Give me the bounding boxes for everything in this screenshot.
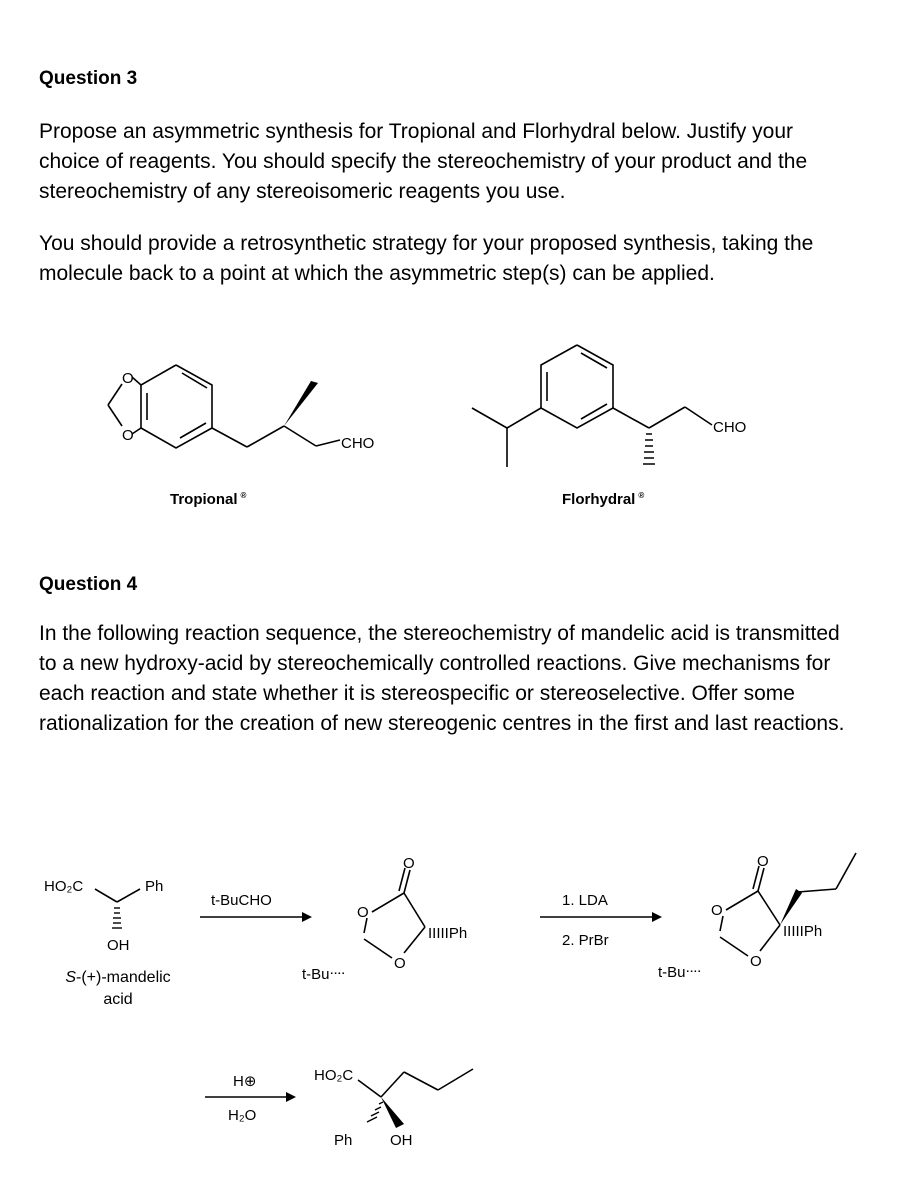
mandelic-acid-name: S-(+)-mandelic acid [65,969,171,1008]
reagent-acid: H⊕ [233,1073,257,1090]
dioxolanone2-tbu: t-Buᐧᐧᐧᐧ [658,964,701,981]
dioxolanone1-ph: IIIIIPh [428,925,468,942]
reagent-water: H₂O [228,1107,257,1124]
dioxolanone2-ring-o-top: O [711,902,723,919]
dioxolanone2-carbonyl-o: O [757,853,769,870]
reagent-lda: 1. LDA [562,892,608,909]
question-3-paragraph-1: Propose an asymmetric synthesis for Tropional and Florhydral below. Justify your choice of reagents. You should specify the stereochemistry of your product and the stereochemistry of any stereoisomeric reagents you use. [39,120,808,203]
mandelic-ho2c: HO₂C [44,878,84,895]
dioxolanone1-ring-o-bottom: O [394,955,406,972]
tropional-cho: CHO [341,435,375,452]
arrowhead [286,1092,296,1102]
tropional-caption: Tropional ® [170,491,247,508]
florhydral-cho: CHO [713,419,747,436]
dioxolanone1-ring-o-top: O [357,904,369,921]
arrowhead [302,912,312,922]
wedge-bond [780,889,802,925]
product-oh: OH [390,1132,413,1149]
question-3-paragraph-2: You should provide a retrosynthetic strategy for your proposed synthesis, taking the molecule back to a point at which the asymmetric step(s) can be applied. [39,232,814,285]
reagent-t-bucho: t-BuCHO [211,892,272,909]
dioxolanone2-ring-o-bottom: O [750,953,762,970]
dioxolanone1-carbonyl-o: O [403,855,415,872]
mandelic-ph: Ph [145,878,164,895]
wedge-bond [284,381,318,426]
tropional-o-bottom: O [122,427,134,444]
product-ho2c: HO₂C [314,1067,354,1084]
product-ph: Ph [334,1132,353,1149]
question-3-heading: Question 3 [39,68,138,89]
question-4-heading: Question 4 [39,574,138,595]
dioxolanone1-tbu: t-Buᐧᐧᐧᐧ [302,966,345,983]
tropional-structure [108,365,340,448]
tropional-o-top: O [122,370,134,387]
reagent-prbr: 2. PrBr [562,932,609,949]
florhydral-structure [472,345,712,467]
dioxolanone2-ph: IIIIIPh [783,923,823,940]
wedge-bond [381,1097,404,1128]
florhydral-caption: Florhydral ® [562,491,645,508]
arrowhead [652,912,662,922]
hashed-wedge-bond [643,434,655,464]
question-4-paragraph: In the following reaction sequence, the stereochemistry of mandelic acid is transmitted to a new hydroxy-acid by stereochemically controlled reactions. Give mechanisms for each reaction and state whether it is stereospecific or stereoselective. Offer some rationalization for the creation of new stereogenic centres in the first and last reactions. [39,622,845,735]
mandelic-oh: OH [107,937,130,954]
